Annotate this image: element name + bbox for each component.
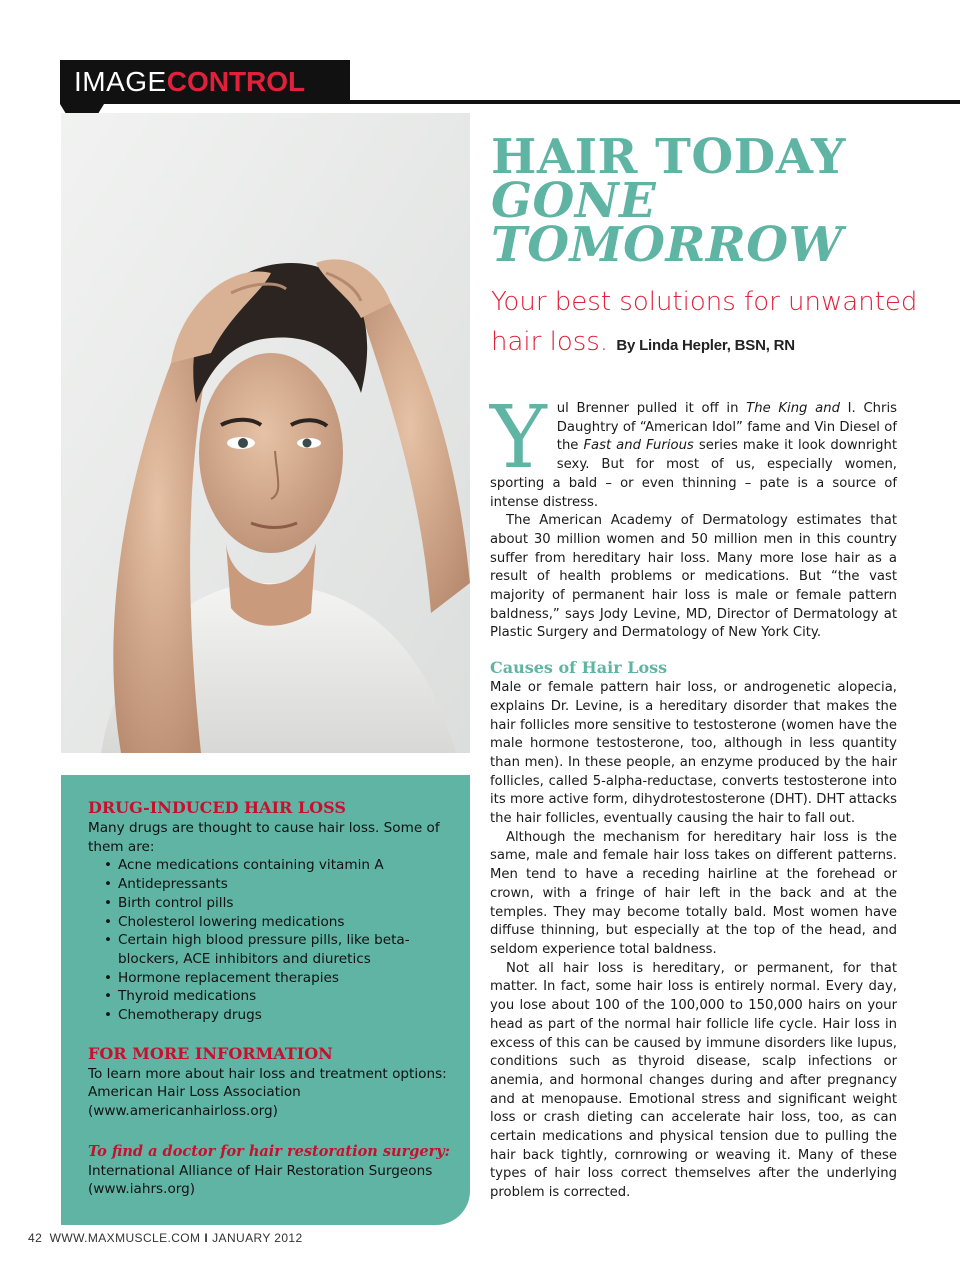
- spacer: [88, 1025, 454, 1043]
- footer-site: WWW.MAXMUSCLE.COM: [49, 1231, 201, 1245]
- article-body: [490, 388, 898, 1203]
- headline-line-2: GONE: [491, 173, 657, 229]
- spacer: [88, 1121, 454, 1143]
- article-headline: [491, 129, 911, 273]
- page-number: 42: [28, 1231, 43, 1245]
- article-paragraph-5: Not all hair loss is hereditary, or permanent, for that matter. In fact, some hair loss is entirely normal. Every day, you lose about 100 of the 100,000 to 150,000 hairs on your head as part of the normal hair follicle life cycle. Hair loss in excess of this can be caused by immune disorders like lupus, conditions such as thyroid disease, scalp infections or anemia, and hormonal changes during and after pregnancy and at menopause. Emotional stress and significant weight loss or crash dieting can accelerate hair loss, too, as can certain medications and physical tension due to pulling the hair back tightly, cornrowing or weaving it. Many of these types of hair loss correct themselves after the underlying problem is corrected.: [490, 960, 897, 1201]
- page-footer: [28, 1231, 303, 1245]
- sidebar-find-heading: To find a doctor for hair restoration surgery:: [88, 1142, 451, 1160]
- section-label-bold: CONTROL: [166, 66, 306, 97]
- drop-cap: Y: [490, 388, 547, 488]
- sidebar-box: [61, 775, 470, 1225]
- article-subhead: Causes of Hair Loss: [490, 658, 668, 678]
- footer-separator: I: [204, 1231, 209, 1245]
- man-checking-hairline-illustration: [61, 113, 470, 753]
- list-item: • Birth control pills: [100, 894, 454, 913]
- dek-text: Your best solutions for unwanted hair loss.: [491, 287, 918, 357]
- sidebar-info-text: To learn more about hair loss and treatment options: American Hair Loss Association (www.americanhairloss.org): [88, 1065, 447, 1120]
- section-label: [74, 67, 305, 97]
- article-dek: [491, 282, 931, 366]
- list-item: • Certain high blood pressure pills, like beta-blockers, ACE inhibitors and diuretics: [100, 931, 454, 968]
- sidebar-intro: Many drugs are thought to cause hair loss. Some of them are:: [88, 820, 440, 855]
- list-item: • Antidepressants: [100, 875, 454, 894]
- byline: By Linda Hepler, BSN, RN: [616, 337, 795, 354]
- article-paragraph-2: The American Academy of Dermatology estimates that about 30 million women and 50 million men in this country suffer from hereditary hair loss. Many more lose hair as a result of health problems or medications. But “the vast majority of permanent hair loss is male or female pattern baldness,” says Jody Levine, MD, Director of Dermatology at Plastic Surgery and Dermatology of New York City.: [490, 513, 897, 641]
- banner-rule: [350, 100, 960, 104]
- sidebar-heading-info: FOR MORE INFORMATION: [88, 1043, 333, 1063]
- list-item: • Cholesterol lowering medications: [100, 913, 454, 932]
- sidebar-find-text: International Alliance of Hair Restoration Surgeons (www.iahrs.org): [88, 1162, 433, 1198]
- sidebar-content: [88, 797, 454, 1199]
- footer-issue: JANUARY 2012: [212, 1231, 303, 1245]
- hero-photo: [61, 113, 470, 753]
- drug-list: [88, 856, 454, 1024]
- list-item: • Hormone replacement therapies: [100, 969, 454, 988]
- sidebar-heading-drugs: DRUG-INDUCED HAIR LOSS: [88, 798, 346, 817]
- article-paragraph-3: Male or female pattern hair loss, or androgenetic alopecia, explains Dr. Levine, is a hereditary disorder that makes the hair follicles more sensitive to testosterone (women have the male hormone testosterone, too, although in less quantity than men). In these people, an enzyme produced by the hair follicles, called 5-alpha-reductase, converts testosterone into its more active form, dihydrotestosterone (DHT). DHT attacks the hair follicles, eventually causing the hair to fall out.: [490, 680, 897, 827]
- headline-line-1: HAIR TODAY: [491, 129, 846, 185]
- list-item: • Chemotherapy drugs: [100, 1006, 454, 1025]
- list-item: • Acne medications containing vitamin A: [100, 856, 454, 875]
- list-item: • Thyroid medications: [100, 987, 454, 1006]
- article-paragraph-4: Although the mechanism for hereditary hair loss is the same, male and female hair loss takes on different patterns. Men tend to have a receding hairline at the forehead or crown, with a fringe of hair left in the back and at the temples. They may become totally bald. Most women have diffuse thinning, but especially at the top of the head, and seldom experience total baldness.: [490, 829, 897, 957]
- headline-line-3: TOMORROW: [491, 217, 843, 273]
- section-banner: [60, 60, 350, 104]
- section-label-light: IMAGE: [74, 66, 167, 97]
- article-paragraph-1: Yul Brenner pulled it off in The King and I. Chris Daughtry of “American Idol” fame and Vin Diesel of the Fast and Furious series make it look downright sexy. But for most of us, especially women, sporting a bald – or even thinning – pate is a source of intense distress.: [490, 388, 898, 510]
